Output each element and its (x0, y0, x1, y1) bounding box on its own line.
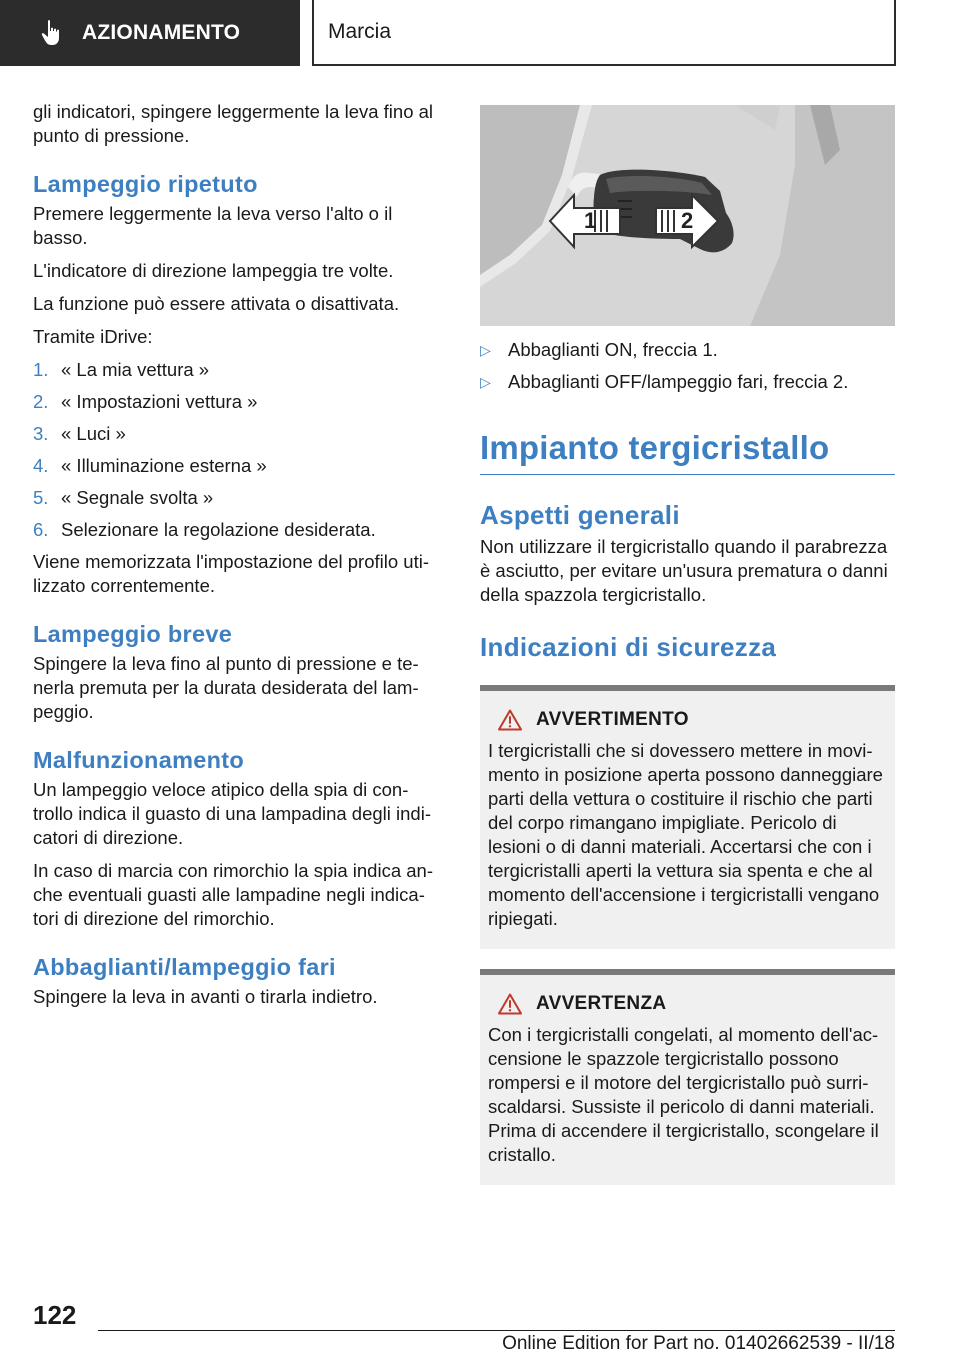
step-text: « Segnale svolta » (61, 487, 214, 508)
list-item (33, 486, 441, 510)
heading-malfunzionamento: Malfunzionamento (33, 747, 245, 773)
warning-title (498, 709, 887, 731)
paragraph: In caso di marcia con rimorchio la spia indica anche eventuali guasti alle lampadine negli indicatori di direzione del rimorchio. (33, 860, 433, 929)
section-tab (0, 0, 300, 66)
caution-title (498, 993, 887, 1015)
paragraph: Spingere la leva in avanti o tirarla indietro. (33, 986, 378, 1007)
warning-triangle-icon (498, 709, 522, 731)
step-number: 3. (33, 423, 49, 444)
arrow-2-label: 2 (681, 208, 694, 233)
step-number: 5. (33, 487, 49, 508)
caution-text: Con i tergicristalli congelati, al momento dell'accensione le spazzole tergicristallo possono rompersi e il motore del tergicristallo può surriscaldarsi. Sussiste il pericolo di danni materiali. Prima di accendere il tergicristallo, scongelare il cristallo. (488, 1024, 879, 1165)
bullet-text: Abbaglianti OFF/lampeggio fari, freccia 2. (508, 371, 849, 392)
step-number: 1. (33, 359, 49, 380)
paragraph: Viene memorizzata l'impostazione del profilo utilizzato correntemente. (33, 551, 429, 596)
section-label: AZIONAMENTO (82, 21, 241, 44)
step-text: « La mia vettura » (61, 359, 210, 380)
bullet-text: Abbaglianti ON, freccia 1. (508, 339, 718, 360)
triangle-bullet-icon: ▷ (480, 374, 491, 390)
left-column (33, 100, 441, 1018)
list-item (33, 358, 441, 382)
heading-indicazioni-sicurezza: Indicazioni di sicurezza (480, 632, 777, 662)
caution-box (480, 969, 895, 1185)
paragraph: L'indicatore di direzione lampeggia tre volte. (33, 260, 394, 281)
footer-divider (98, 1330, 895, 1331)
right-column (480, 105, 895, 1185)
heading-aspetti-generali: Aspetti generali (480, 500, 680, 530)
chapter-tab (312, 0, 896, 66)
idrive-steps-list (33, 358, 441, 542)
step-text: Selezionare la regolazione desiderata. (61, 519, 376, 540)
paragraph: Un lampeggio veloce atipico della spia di controllo indica il guasto di una lampadina degli indicatori di direzione. (33, 779, 432, 848)
page-header (0, 0, 960, 66)
list-item (480, 338, 895, 362)
intro-paragraph: gli indicatori, spingere leggermente la leva fino al punto di pressione. (33, 101, 434, 146)
warning-box (480, 685, 895, 949)
lever-figure (480, 105, 895, 326)
pointing-hand-icon (40, 19, 64, 47)
heading-lampeggio-breve: Lampeggio breve (33, 621, 233, 647)
figure-caption-list (480, 338, 895, 394)
warning-text: I tergicristalli che si dovessero mettere in movimento in posizione aperta possono danneggiare parti della vettura o costituire il rischio che parti del corpo rimangano impigliate. Pericolo di lesioni o di danni materiali. Accertarsi che con i tergicristalli aperti la vettura sia spenta e che al momento dell'accensione i tergicristalli vengano ripiegati. (488, 740, 883, 929)
heading-lampeggio-ripetuto: Lampeggio ripetuto (33, 171, 258, 197)
step-text: « Impostazioni vettura » (61, 391, 258, 412)
edition-text: Online Edition for Part no. 01402662539 - II/18 (502, 1333, 895, 1354)
triangle-bullet-icon: ▷ (480, 342, 491, 358)
step-text: « Luci » (61, 423, 126, 444)
warning-title-text: AVVERTIMENTO (536, 709, 689, 730)
step-text: « Illuminazione esterna » (61, 455, 267, 476)
warning-triangle-icon (498, 993, 522, 1015)
list-item (33, 390, 441, 414)
paragraph: Premere leggermente la leva verso l'alto o il basso. (33, 203, 393, 248)
main-heading: Impianto tergicristallo (480, 428, 895, 475)
chapter-label: Marcia (328, 20, 392, 43)
step-number: 4. (33, 455, 49, 476)
page-number: 122 (33, 1300, 77, 1330)
list-item (33, 518, 441, 542)
paragraph: Tramite iDrive: (33, 326, 153, 347)
step-number: 6. (33, 519, 49, 540)
step-number: 2. (33, 391, 49, 412)
list-item (480, 370, 895, 394)
heading-abbaglianti: Abbaglianti/lampeggio fari (33, 954, 336, 980)
paragraph: La funzione può essere attivata o disattivata. (33, 293, 400, 314)
list-item (33, 454, 441, 478)
lever-illustration (480, 105, 895, 326)
list-item (33, 422, 441, 446)
arrow-1-label: 1 (584, 208, 597, 233)
paragraph: Spingere la leva fino al punto di pressione e tenerla premuta per la durata desiderata del lampeggio. (33, 653, 419, 722)
caution-title-text: AVVERTENZA (536, 993, 667, 1014)
paragraph: Non utilizzare il tergicristallo quando il parabrezza è asciutto, per evitare un'usura prematura o danni della spazzola tergicristallo. (480, 536, 888, 605)
